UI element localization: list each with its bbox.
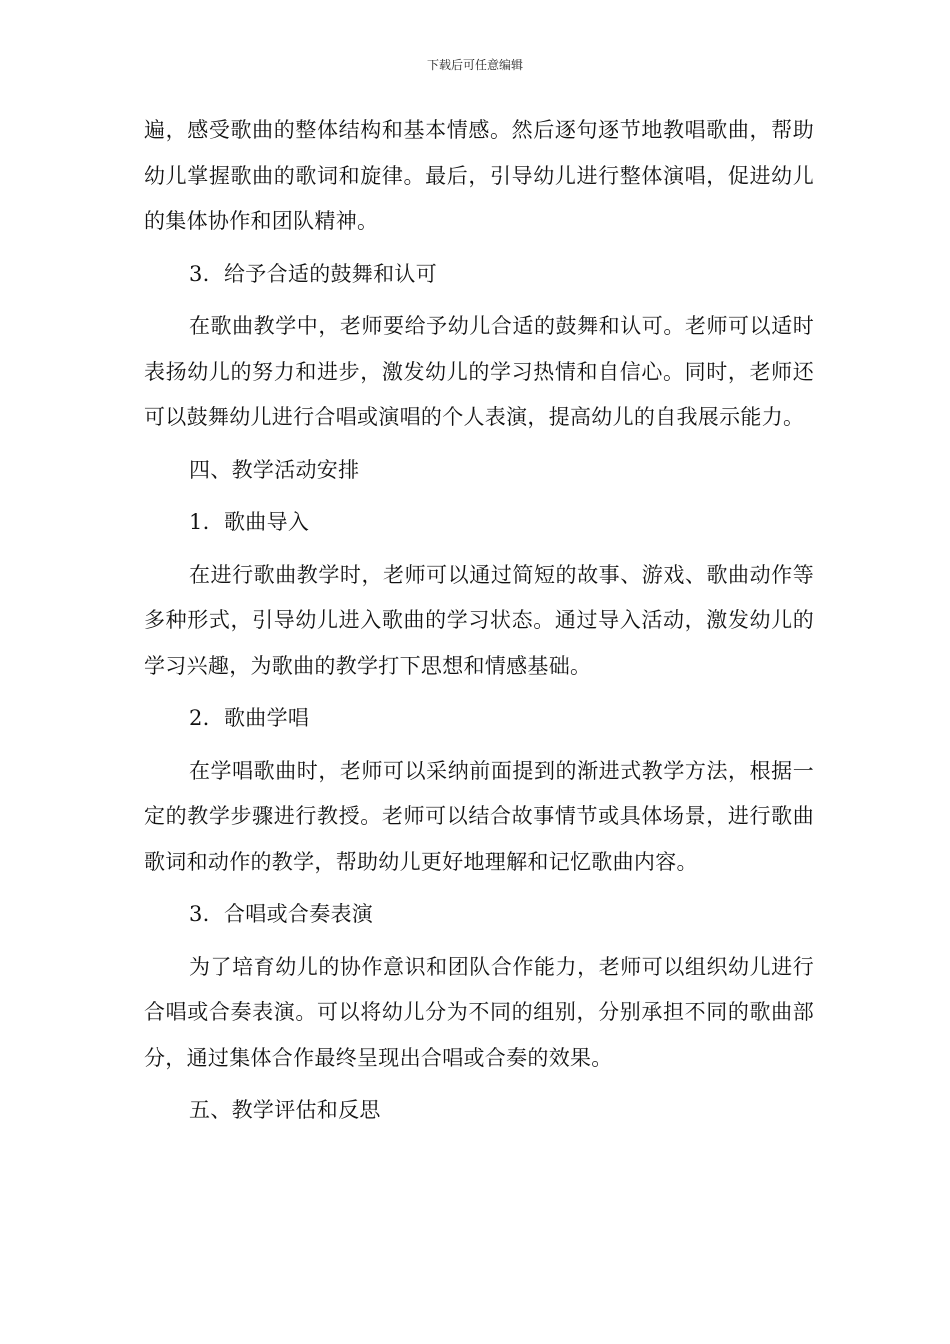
paragraph-continuation: 遍，感受歌曲的整体结构和基本情感。然后逐句逐节地教唱歌曲，帮助幼儿掌握歌曲的歌词和旋律。最后，引导幼儿进行整体演唱，促进幼儿的集体协作和团队精神。: [144, 118, 814, 233]
item-number: 2.: [189, 706, 210, 730]
paragraph-performance: 为了培育幼儿的协作意识和团队合作能力，老师可以组织幼儿进行合唱或合奏表演。可以将幼儿分为不同的组别，分别承担不同的歌曲部分，通过集体合作最终呈现出合唱或合奏的效果。: [144, 954, 814, 1070]
document-body: [144, 108, 814, 1141]
subheading-text: 歌曲导入: [224, 510, 310, 534]
item-number: 1.: [189, 510, 210, 534]
section-heading-5: 五、教学评估和反思: [189, 1098, 381, 1122]
page-header: 下载后可任意编辑: [426, 58, 523, 72]
paragraph-encouragement: 在歌曲教学中，老师要给予幼儿合适的鼓舞和认可。老师可以适时表扬幼儿的努力和进步，激发幼儿的学习热情和自信心。同时，老师还可以鼓舞幼儿进行合唱或演唱的个人表演，提高幼儿的自我展示能力。: [144, 314, 814, 429]
subheading-3-performance: [144, 892, 814, 938]
item-number: 3.: [189, 902, 210, 926]
subheading-text: 合唱或合奏表演: [224, 902, 374, 926]
subheading-1-introduction: [144, 500, 814, 546]
item-number: 3.: [189, 261, 210, 286]
section-heading-4: 四、教学活动安排: [189, 457, 360, 482]
subheading-text: 歌曲学唱: [224, 706, 310, 730]
subheading-text: 给予合适的鼓舞和认可: [224, 261, 437, 286]
subheading-2-learning: [144, 696, 814, 742]
paragraph-introduction: 在进行歌曲教学时，老师可以通过简短的故事、游戏、歌曲动作等多种形式，引导幼儿进入歌曲的学习状态。通过导入活动，激发幼儿的学习兴趣，为歌曲的教学打下思想和情感基础。: [144, 562, 814, 678]
subheading-3-encouragement: [144, 252, 814, 298]
paragraph-learning: 在学唱歌曲时，老师可以采纳前面提到的渐进式教学方法，根据一定的教学步骤进行教授。老师可以结合故事情节或具体场景，进行歌曲歌词和动作的教学，帮助幼儿更好地理解和记忆歌曲内容。: [144, 758, 814, 874]
